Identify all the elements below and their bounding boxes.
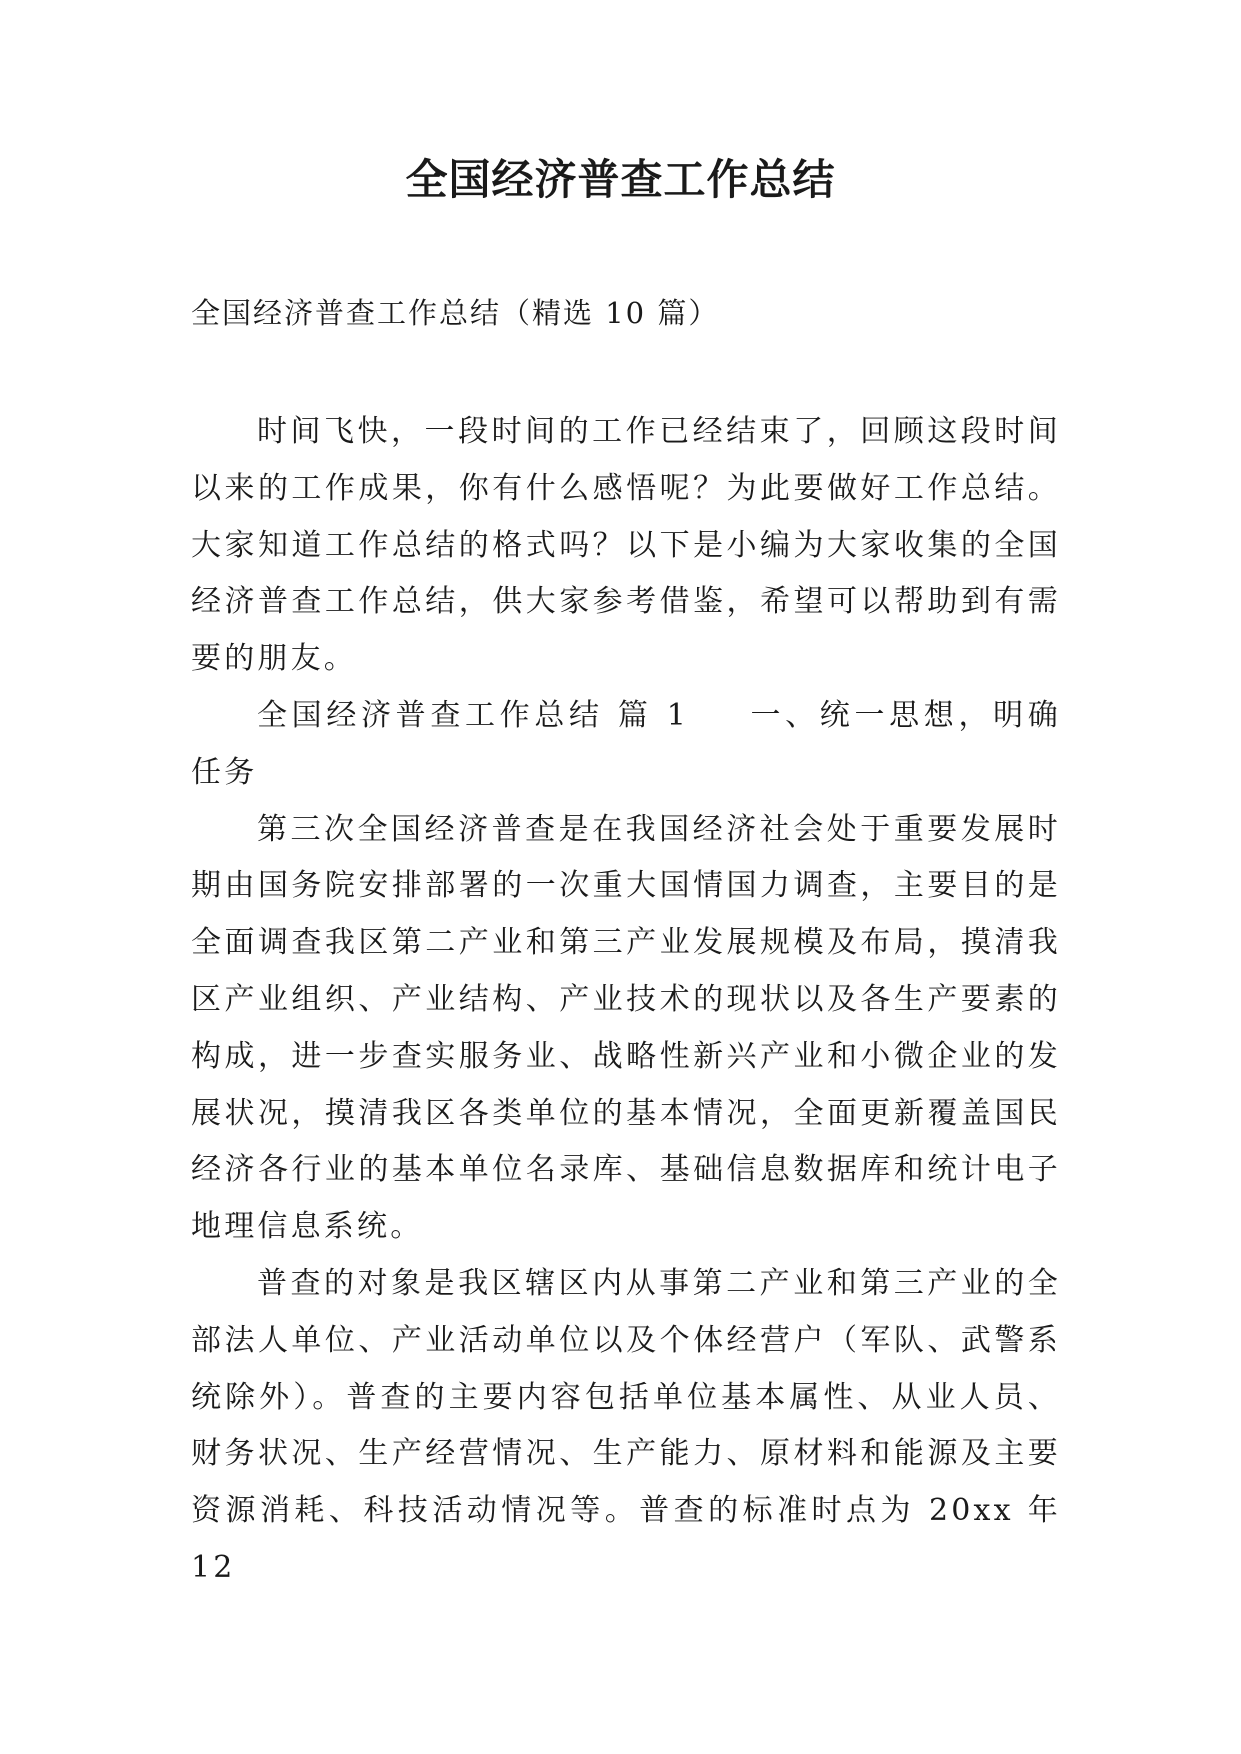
document-body [191, 404, 1061, 1597]
section-heading: 一、统一思想，明确任务 [191, 697, 1061, 790]
section-label: 全国经济普查工作总结 篇 1 [257, 697, 689, 733]
body-paragraph: 第三次全国经济普查是在我国经济社会处于重要发展时期由国务院安排部署的一次重大国情国力调查，主要目的是全面调查我区第二产业和第三产业发展规模及布局，摸清我区产业组织、产业结构、产业技术的现状以及各生产要素的构成，进一步查实服务业、战略性新兴产业和小微企业的发展状况，摸清我区各类单位的基本情况，全面更新覆盖国民经济各行业的基本单位名录库、基础信息数据库和统计电子地理信息系统。 [191, 811, 1061, 1245]
document-title: 全国经济普查工作总结 [405, 155, 836, 204]
section-heading-paragraph [191, 688, 1061, 802]
document-subtitle: 全国经济普查工作总结（精选 10 篇） [191, 296, 720, 330]
intro-paragraph: 时间飞快，一段时间的工作已经结束了，回顾这段时间以来的工作成果，你有什么感悟呢？为此要做好工作总结。大家知道工作总结的格式吗？以下是小编为大家收集的全国经济普查工作总结，供大家参考借鉴，希望可以帮助到有需要的朋友。 [191, 414, 1061, 677]
body-paragraph: 普查的对象是我区辖区内从事第二产业和第三产业的全部法人单位、产业活动单位以及个体经营户（军队、武警系统除外）。普查的主要内容包括单位基本属性、从业人员、财务状况、生产经营情况、生产能力、原材料和能源及主要资源消耗、科技活动情况等。普查的标准时点为 20xx 年 12 [191, 1265, 1061, 1585]
